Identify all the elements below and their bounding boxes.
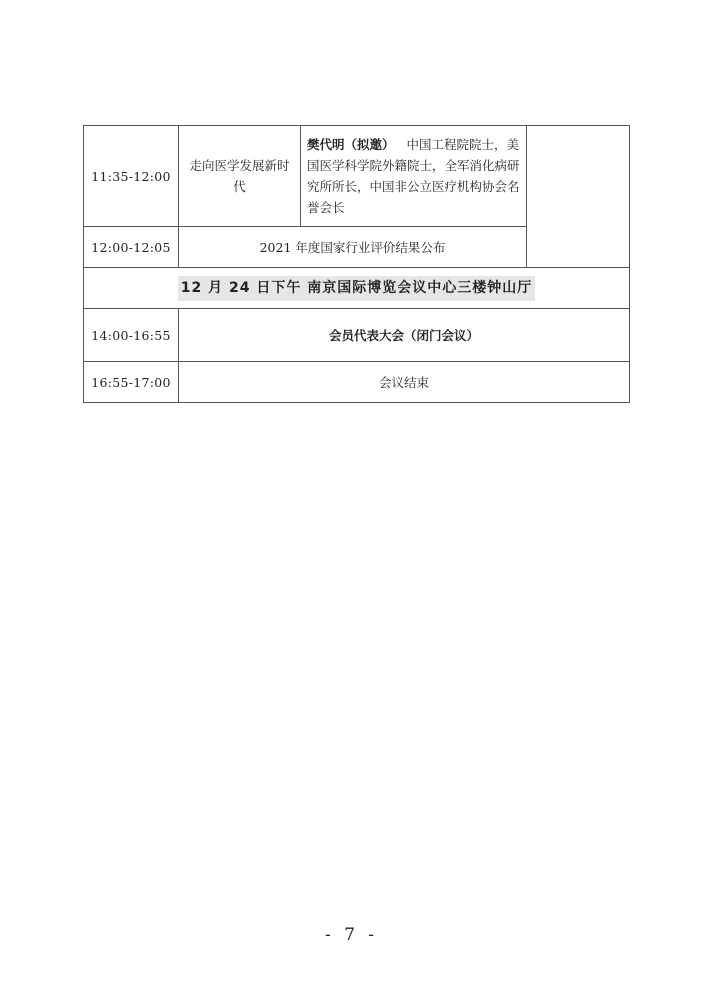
speaker-name: 樊代明（拟邀） [307,137,395,152]
content-cell: 2021 年度国家行业评价结果公布 [179,227,527,268]
time-cell: 11:35-12:00 [84,126,179,227]
speaker-description: 中国工程院院士，美国医学科学院外籍院士，全军消化病研究所所长，中国非公立医疗机构协会名誉会长 [307,137,520,215]
content-cell: 会员代表大会（闭门会议） [179,309,630,362]
table-row [84,362,630,403]
schedule-table [83,125,630,403]
speaker-cell [301,126,527,227]
table-row [84,309,630,362]
time-cell: 12:00-12:05 [84,227,179,268]
time-cell: 14:00-16:55 [84,309,179,362]
topic-cell [179,126,301,227]
section-header-row [84,268,630,309]
table-row [84,126,630,227]
topic-text: 走向医学发展新时代 [189,158,290,194]
content-cell: 会议结束 [179,362,630,403]
empty-cell [527,126,630,268]
section-header: 12 月 24 日下午 南京国际博览会议中心三楼钟山厅 [178,276,535,301]
page-number: - 7 - [324,925,379,945]
time-cell: 16:55-17:00 [84,362,179,403]
section-header-cell [84,268,630,309]
